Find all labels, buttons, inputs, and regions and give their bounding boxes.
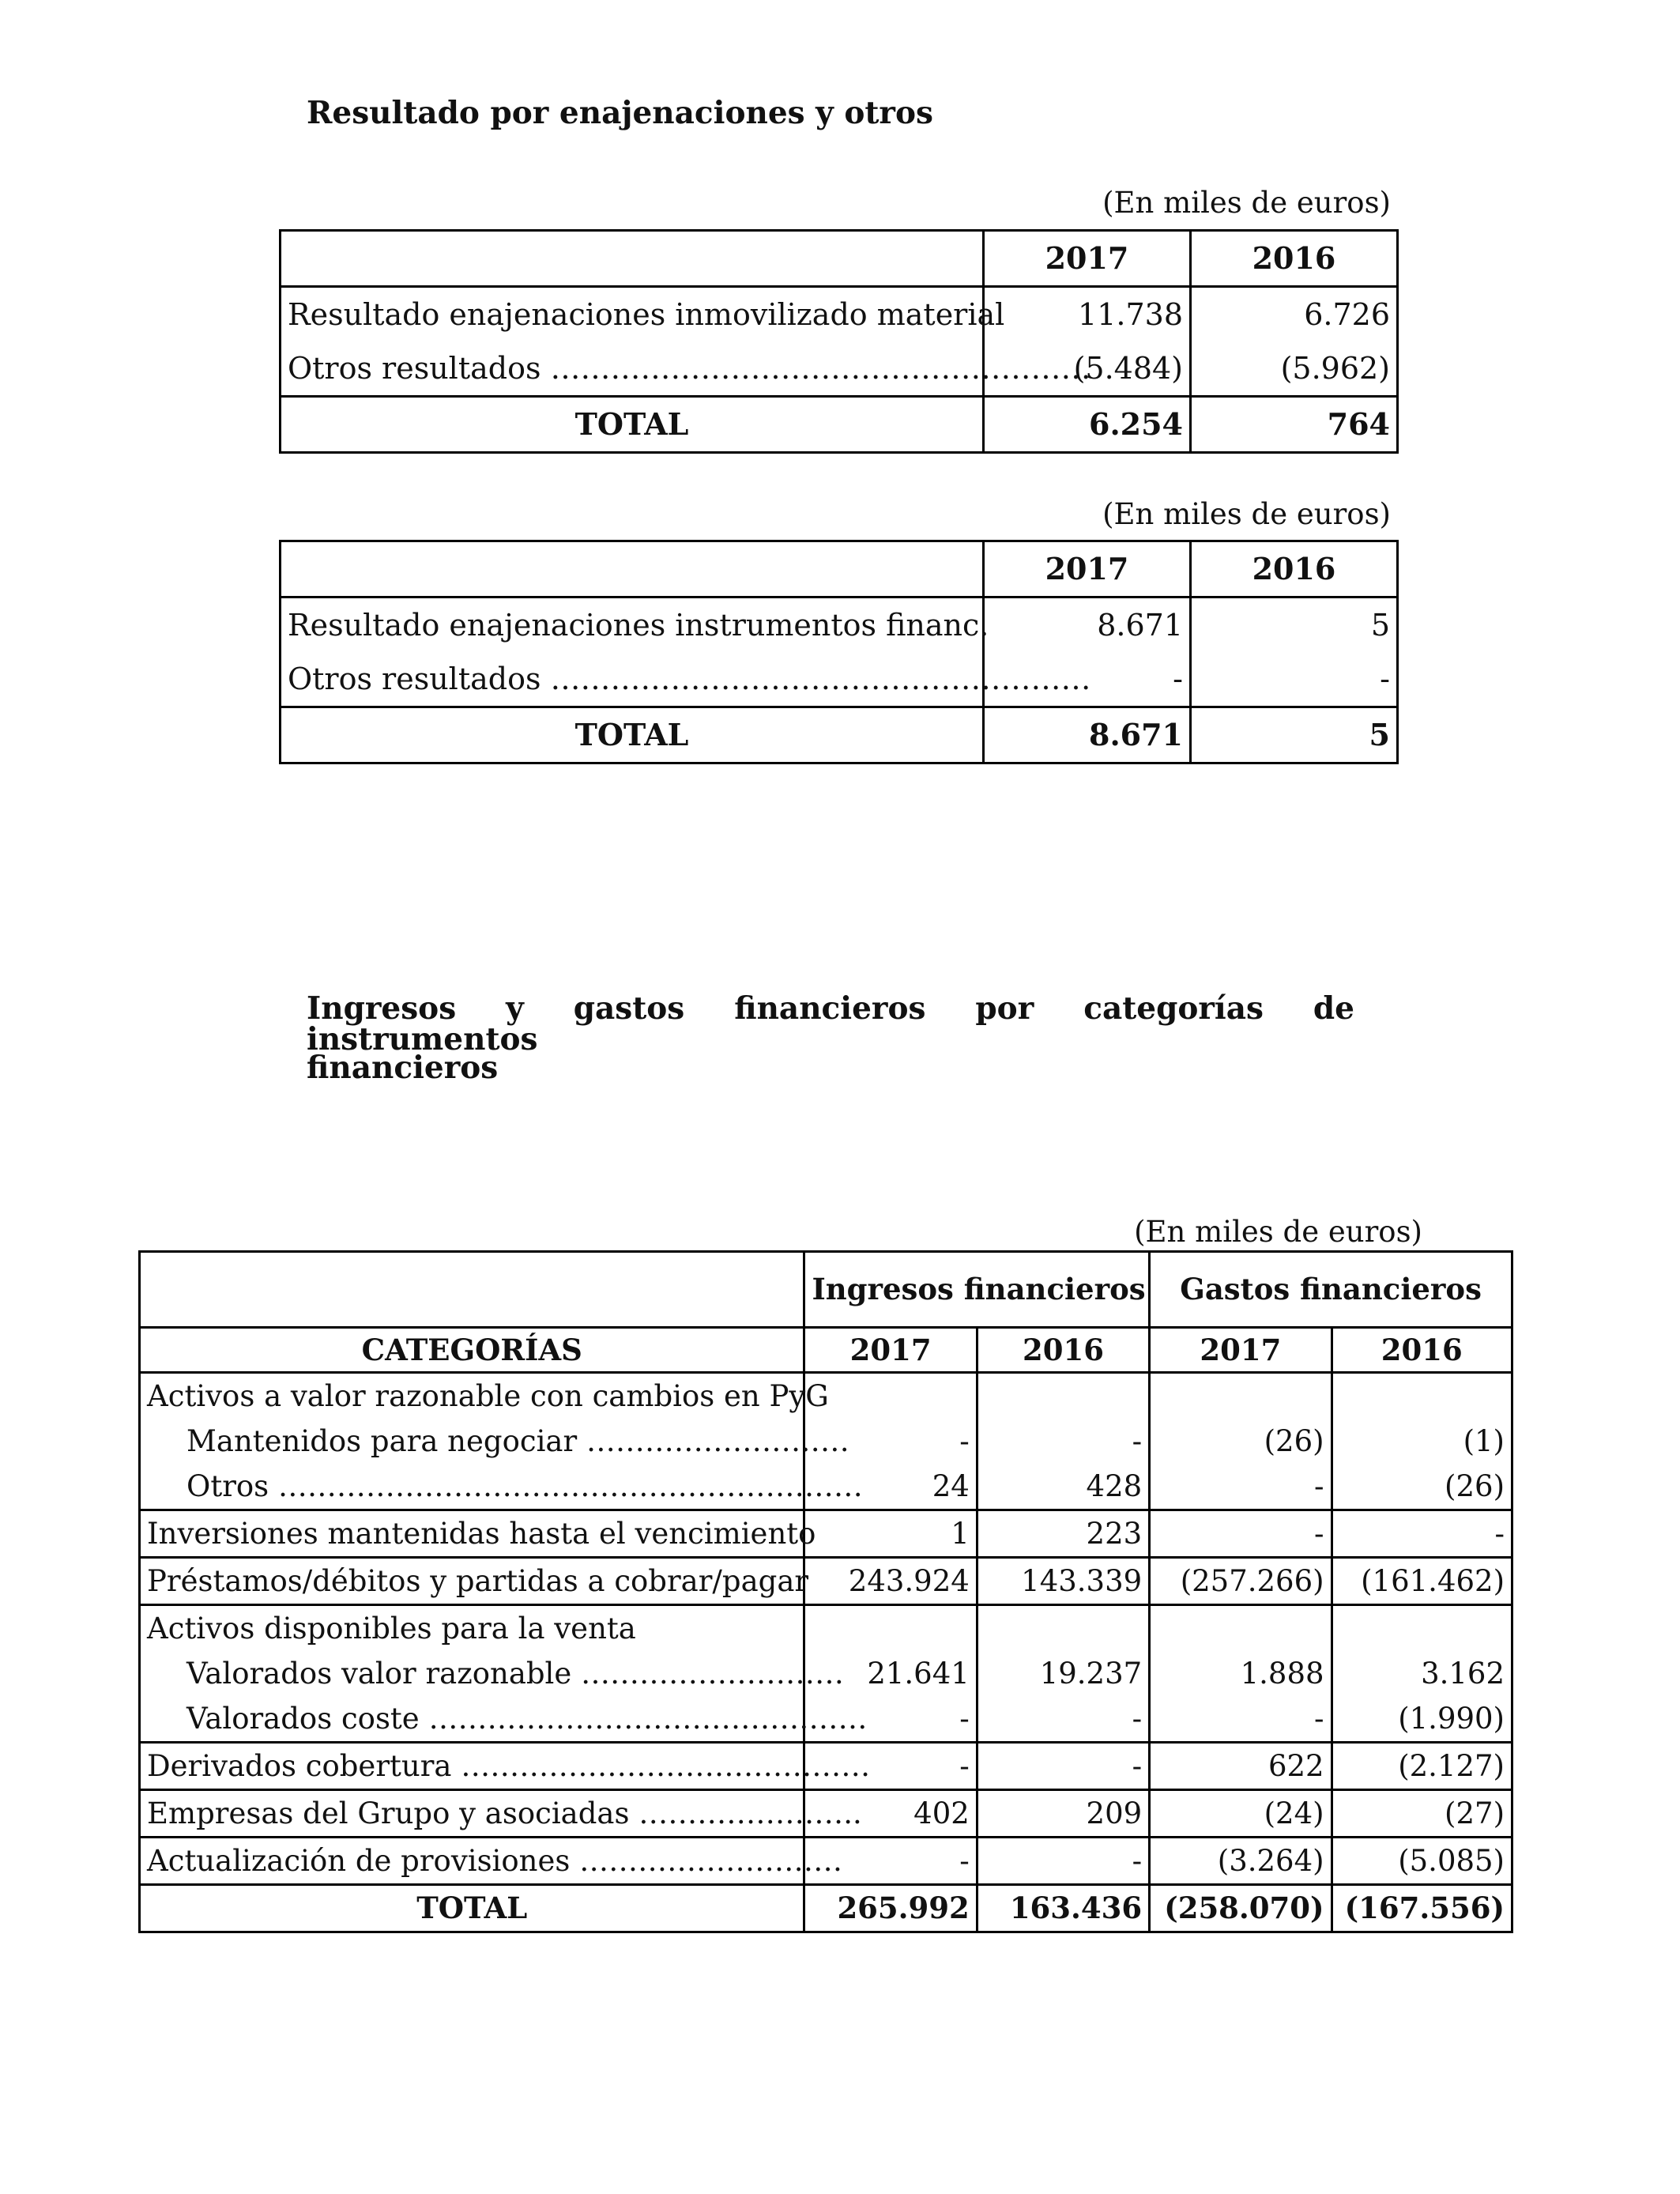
row-label: Otros …………………………………………………… xyxy=(140,1464,804,1510)
row-label: Otros resultados ……………………………………………… xyxy=(281,341,984,397)
value-ingresos-2016: - xyxy=(977,1838,1149,1885)
row-label: Mantenidos para negociar ……………………… xyxy=(140,1419,804,1464)
value-ingresos-2017: 24 xyxy=(804,1464,977,1510)
value-ingresos-2016: 209 xyxy=(977,1790,1149,1838)
value-ingresos-2017: 243.924 xyxy=(804,1558,977,1605)
value-ingresos-2016: 143.339 xyxy=(977,1558,1149,1605)
table-row xyxy=(140,1373,1512,1419)
value-ingresos-2017: 21.641 xyxy=(804,1651,977,1696)
value-ingresos-2016 xyxy=(977,1373,1149,1419)
value-gastos-2017: 622 xyxy=(1150,1743,1332,1790)
header-ingresos-financieros: Ingresos financieros xyxy=(804,1252,1150,1328)
total-2016: 764 xyxy=(1191,397,1398,453)
value-gastos-2017: - xyxy=(1150,1696,1332,1743)
header-categorias: CATEGORÍAS xyxy=(140,1328,804,1373)
value-2017: 8.671 xyxy=(984,598,1191,653)
row-label: Valorados coste ……………………………………… xyxy=(140,1696,804,1743)
value-2016: - xyxy=(1380,662,1390,696)
value-gastos-2016: (5.085) xyxy=(1332,1838,1512,1885)
header-year-2016: 2016 xyxy=(1191,231,1398,287)
table-row xyxy=(281,598,1398,653)
row-label: Empresas del Grupo y asociadas ………………….. xyxy=(140,1790,804,1838)
header-year-2017: 2017 xyxy=(984,541,1191,598)
value-ingresos-2017: - xyxy=(804,1838,977,1885)
header-gastos-2017: 2017 xyxy=(1150,1328,1332,1373)
value-gastos-2017: (257.266) xyxy=(1150,1558,1332,1605)
table-ingresos-gastos-financieros xyxy=(138,1250,1513,1933)
section-title-ingresos-gastos-line1: Ingresos y gastos financieros por categorías de instrumentos xyxy=(307,990,1354,1057)
table-enajenaciones-inmovilizado xyxy=(279,229,1399,454)
value-gastos-2017 xyxy=(1150,1373,1332,1419)
row-label: Resultado enajenaciones instrumentos financ. xyxy=(281,598,984,653)
total-2016: 5 xyxy=(1191,707,1398,763)
header-year-2016: 2016 xyxy=(1191,541,1398,598)
value-ingresos-2016: 223 xyxy=(977,1510,1149,1558)
header-blank xyxy=(281,541,984,598)
value-ingresos-2017: - xyxy=(804,1696,977,1743)
header-gastos-2016: 2016 xyxy=(1332,1328,1512,1373)
year-header-row xyxy=(140,1328,1512,1373)
value-gastos-2016: (27) xyxy=(1332,1790,1512,1838)
total-row xyxy=(281,397,1398,453)
table-row xyxy=(140,1790,1512,1838)
table-row xyxy=(140,1838,1512,1885)
value-gastos-2016: (1) xyxy=(1463,1424,1505,1458)
section-title-enajenaciones: Resultado por enajenaciones y otros xyxy=(307,95,933,131)
row-label: Derivados cobertura …………………………………… xyxy=(140,1743,804,1790)
total-2017: 8.671 xyxy=(984,707,1191,763)
value-2016: (5.962) xyxy=(1280,351,1390,386)
table-row xyxy=(281,341,1398,397)
total-gastos-2016: (167.556) xyxy=(1332,1885,1512,1932)
group-header-row xyxy=(140,1252,1512,1328)
table-row xyxy=(281,287,1398,342)
row-label: Resultado enajenaciones inmovilizado material xyxy=(281,287,984,342)
value-ingresos-2016: 428 xyxy=(977,1464,1149,1510)
section-title-ingresos-gastos-line2: financieros xyxy=(307,1050,499,1086)
table-row xyxy=(140,1696,1512,1743)
value-gastos-2017: (3.264) xyxy=(1150,1838,1332,1885)
header-ingresos-2016: 2016 xyxy=(977,1328,1149,1373)
table-enajenaciones-instrumentos xyxy=(279,540,1399,764)
table-header-row xyxy=(281,541,1398,598)
value-ingresos-2017: - xyxy=(804,1743,977,1790)
value-gastos-2016: (1.990) xyxy=(1398,1702,1505,1736)
table-row xyxy=(140,1419,1512,1464)
value-gastos-2016: (26) xyxy=(1445,1469,1505,1503)
row-label: Actualización de provisiones ……………………… xyxy=(140,1838,804,1885)
total-ingresos-2017: 265.992 xyxy=(804,1885,977,1932)
value-ingresos-2016: - xyxy=(977,1696,1149,1743)
header-gastos-financieros: Gastos financieros xyxy=(1150,1252,1512,1328)
unit-label-financial-table: (En miles de euros) xyxy=(1134,1215,1422,1249)
table-row xyxy=(140,1743,1512,1790)
value-ingresos-2016: - xyxy=(977,1419,1149,1464)
row-label: Otros resultados ……………………………………………… xyxy=(281,652,984,707)
value-gastos-2016: 3.162 xyxy=(1421,1657,1505,1691)
value-ingresos-2017 xyxy=(804,1373,977,1419)
header-blank xyxy=(281,231,984,287)
value-2017: 11.738 xyxy=(984,287,1191,342)
value-gastos-2017: (26) xyxy=(1150,1419,1332,1464)
value-2016: 5 xyxy=(1370,608,1390,643)
total-row xyxy=(140,1885,1512,1932)
value-2017: - xyxy=(984,652,1191,707)
table-row xyxy=(140,1464,1512,1510)
value-ingresos-2016: - xyxy=(977,1743,1149,1790)
total-row xyxy=(281,707,1398,763)
header-year-2017: 2017 xyxy=(984,231,1191,287)
table-row xyxy=(281,652,1398,707)
table-row xyxy=(140,1605,1512,1652)
value-gastos-2017: 1.888 xyxy=(1150,1651,1332,1696)
unit-label-table1: (En miles de euros) xyxy=(1102,186,1391,220)
total-2017: 6.254 xyxy=(984,397,1191,453)
total-gastos-2017: (258.070) xyxy=(1150,1885,1332,1932)
value-gastos-2016 xyxy=(1332,1605,1512,1652)
header-blank xyxy=(140,1252,804,1328)
table-row xyxy=(140,1651,1512,1696)
row-label: Inversiones mantenidas hasta el vencimiento xyxy=(140,1510,804,1558)
row-label: Préstamos/débitos y partidas a cobrar/pagar xyxy=(140,1558,804,1605)
value-ingresos-2017: 1 xyxy=(804,1510,977,1558)
row-label: Activos disponibles para la venta xyxy=(140,1605,804,1652)
value-gastos-2016: - xyxy=(1332,1510,1512,1558)
row-label: Valorados valor razonable ……………………… xyxy=(140,1651,804,1696)
value-2016: 6.726 xyxy=(1304,297,1390,332)
value-gastos-2017: - xyxy=(1150,1464,1332,1510)
unit-label-table2: (En miles de euros) xyxy=(1102,497,1391,531)
value-gastos-2016 xyxy=(1332,1373,1512,1419)
value-2017: (5.484) xyxy=(984,341,1191,397)
value-gastos-2016: (2.127) xyxy=(1332,1743,1512,1790)
value-ingresos-2017: 402 xyxy=(804,1790,977,1838)
total-label: TOTAL xyxy=(281,707,984,763)
value-ingresos-2017: - xyxy=(804,1419,977,1464)
value-gastos-2016: (161.462) xyxy=(1332,1558,1512,1605)
value-gastos-2017: - xyxy=(1150,1510,1332,1558)
value-ingresos-2016 xyxy=(977,1605,1149,1652)
value-gastos-2017: (24) xyxy=(1150,1790,1332,1838)
table-row xyxy=(140,1558,1512,1605)
total-label: TOTAL xyxy=(281,397,984,453)
total-ingresos-2016: 163.436 xyxy=(977,1885,1149,1932)
value-gastos-2017 xyxy=(1150,1605,1332,1652)
table-header-row xyxy=(281,231,1398,287)
total-label: TOTAL xyxy=(140,1885,804,1932)
header-ingresos-2017: 2017 xyxy=(804,1328,977,1373)
value-ingresos-2016: 19.237 xyxy=(977,1651,1149,1696)
value-ingresos-2017 xyxy=(804,1605,977,1652)
row-label: Activos a valor razonable con cambios en PyG xyxy=(140,1373,804,1419)
table-row xyxy=(140,1510,1512,1558)
